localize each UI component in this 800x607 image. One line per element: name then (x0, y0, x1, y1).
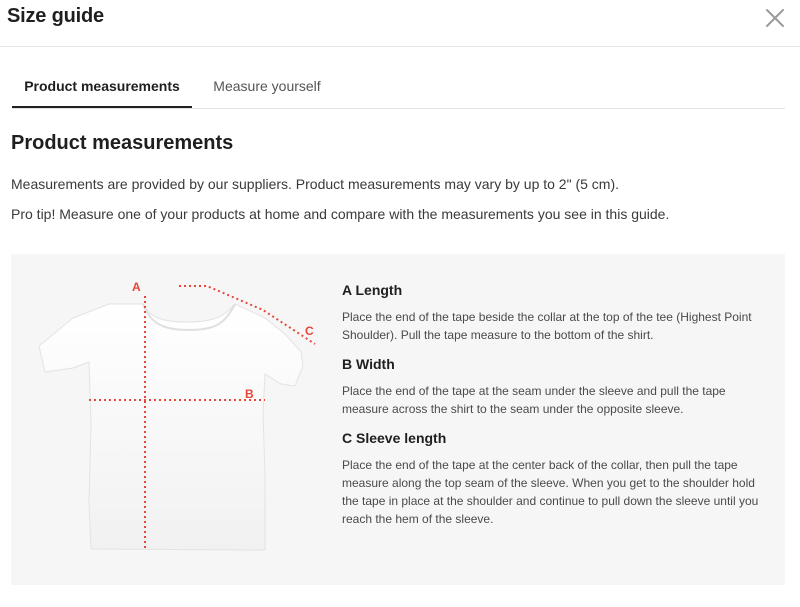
suppliers-note: Measurements are provided by our suppliers. Product measurements may vary by up to 2" (5 cm). (11, 176, 620, 192)
guide-item-sleeve (342, 430, 762, 528)
label-a: A (132, 280, 141, 294)
modal-header (0, 0, 800, 47)
guide-text: Place the end of the tape at the center back of the collar, then pull the tape measure along the top seam of the sleeve. When you get to the shoulder hold the tape in place at the shoulder and continue to pull down the sleeve until you reach the hem of the sleeve. (342, 458, 759, 526)
label-b: B (245, 387, 254, 401)
measurement-guide (342, 282, 762, 540)
tshirt-body (39, 304, 303, 550)
guide-text: Place the end of the tape beside the collar at the top of the tee (Highest Point Shoulder). Pull the tape measure to the bottom of the shirt. (342, 310, 752, 342)
size-guide-tabs (12, 68, 785, 109)
tab-measure-yourself[interactable]: Measure yourself (213, 78, 321, 94)
guide-text: Place the end of the tape at the seam under the sleeve and pull the tape measure across the shirt to the seam under the opposite sleeve. (342, 384, 726, 416)
tab-product-measurements[interactable]: Product measurements (12, 68, 192, 108)
guide-item-width (342, 356, 762, 418)
section-title: Product measurements (11, 132, 234, 154)
measurement-panel (11, 254, 785, 585)
label-c: C (305, 324, 314, 338)
close-icon (762, 5, 788, 31)
tshirt-diagram (39, 274, 329, 579)
close-button[interactable] (762, 5, 788, 31)
tshirt-illustration (39, 274, 329, 579)
pro-tip: Pro tip! Measure one of your products at home and compare with the measurements you see in this guide. (11, 206, 670, 222)
modal-title: Size guide (7, 5, 104, 27)
guide-item-length (342, 282, 762, 344)
guide-heading: C Sleeve length (342, 430, 447, 446)
guide-heading: B Width (342, 356, 395, 372)
guide-heading: A Length (342, 282, 403, 298)
